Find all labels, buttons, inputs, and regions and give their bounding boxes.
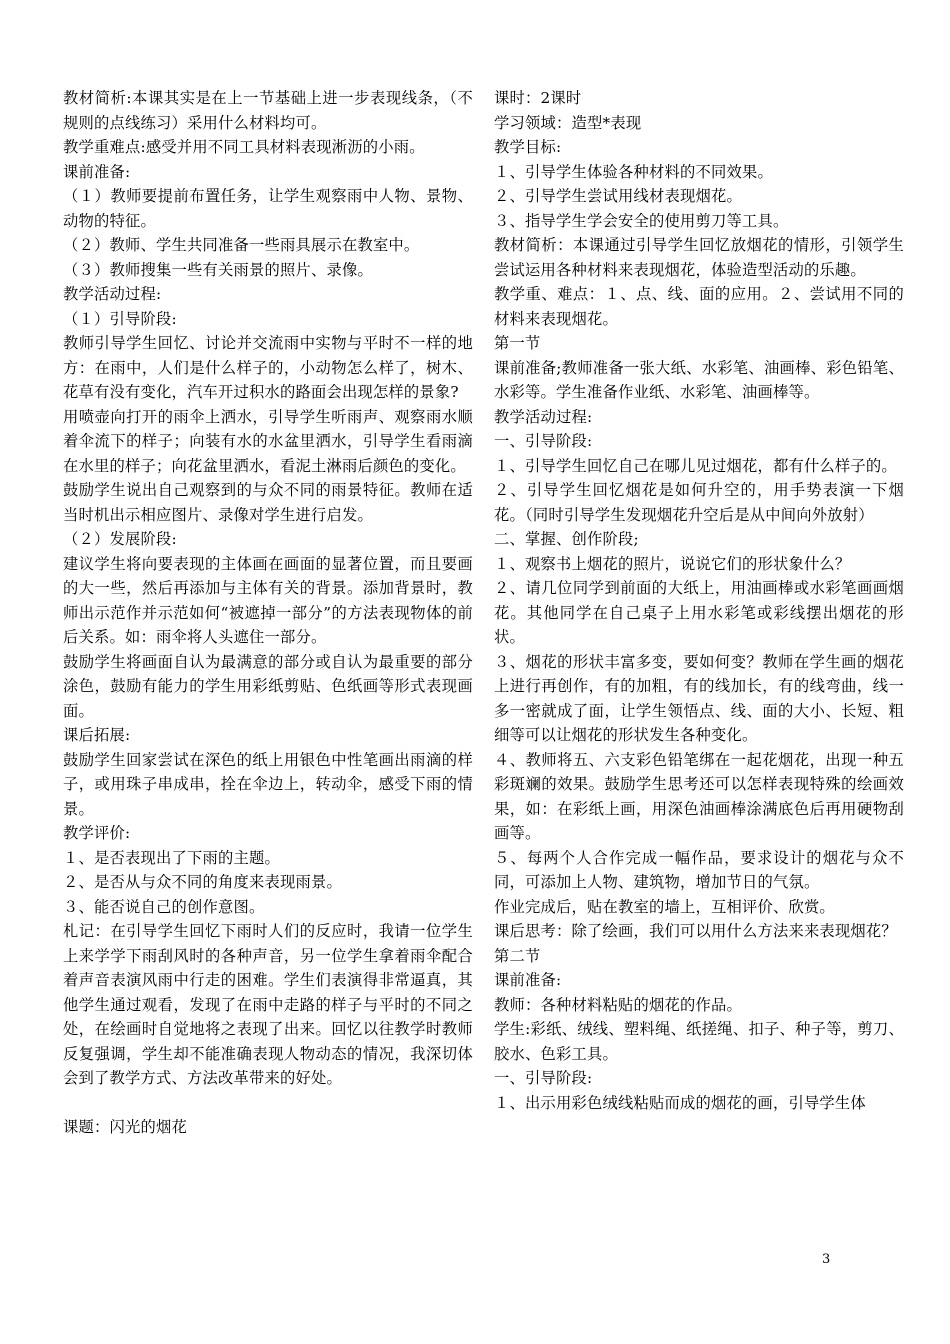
paragraph: ２、请几位同学到前面的大纸上，用油画棒或水彩笔画画烟花。其他同学在自己桌子上用水彩笔或彩线摆出烟花的形状。 bbox=[494, 579, 904, 646]
paragraph: １、是否表现出了下雨的主题。 bbox=[63, 848, 280, 867]
page-number: 3 bbox=[822, 1252, 831, 1267]
left-column bbox=[63, 86, 473, 1140]
right-column bbox=[494, 86, 904, 1115]
paragraph: 课前准备: bbox=[494, 971, 562, 989]
paragraph: 教材简析：本课通过引导学生回忆放烟花的情形，引领学生尝试运用各种材料来表现烟花，体验造型活动的乐趣。 bbox=[494, 236, 904, 279]
paragraph: １、出示用彩色绒线粘贴而成的烟花的画，引导学生体 bbox=[494, 1093, 866, 1112]
paragraph: ２、是否从与众不同的角度来表现雨景。 bbox=[63, 873, 342, 891]
paragraph: 课后拓展: bbox=[63, 726, 131, 744]
paragraph: １、引导学生体验各种材料的不同效果。 bbox=[494, 162, 773, 181]
paragraph: 课前准备: bbox=[63, 162, 131, 181]
paragraph: 鼓励学生说出自己观察到的与众不同的雨景特征。教师在适当时机出示相应图片、录像对学生进行启发。 bbox=[63, 481, 473, 524]
paragraph: 作业完成后，贴在教室的墙上，互相评价、欣赏。 bbox=[494, 897, 835, 916]
paragraph: 课题：闪光的烟花 bbox=[63, 1118, 187, 1136]
paragraph: （２）教师、学生共同准备一些雨具展示在教室中。 bbox=[63, 236, 420, 254]
paragraph: 二、掌握、创作阶段; bbox=[494, 530, 639, 548]
paragraph: １、引导学生回忆自己在哪儿见过烟花，都有什么样子的。 bbox=[494, 456, 897, 475]
paragraph: （１）引导阶段: bbox=[63, 309, 177, 328]
paragraph: 建议学生将向要表现的主体画在画面的显著位置，而且要画的大一些，然后再添加与主体有关的背景。添加背景时，教师出示范作并示范如何“被遮掉一部分”的方法表现物体的前后关系。如：雨伞将人头遮住一部分。 bbox=[63, 554, 473, 646]
paragraph: 教学活动过程: bbox=[63, 285, 162, 303]
paragraph: 一、引导阶段: bbox=[494, 432, 593, 450]
paragraph: 札记：在引导学生回忆下雨时人们的反应时，我请一位学生上来学学下雨刮风时的各种声音，另一位学生拿着雨伞配合着声音表演风雨中行走的困难。学生们表演得非常逼真，其他学生通过观看，发现了在雨中走路的样子与平时的不同之处，在绘画时自觉地将之表现了出来。回忆以往教学时教师反复强调，学生却不能准确表现人物动态的情况，我深切体会到了教学方式、方法改革带来的好处。 bbox=[63, 922, 473, 1087]
paragraph: 教学目标: bbox=[494, 138, 562, 156]
paragraph: 用喷壶向打开的雨伞上洒水，引导学生听雨声、观察雨水顺着伞流下的样子；向装有水的水盆里洒水，引导学生看雨滴在水里的样子；向花盆里洒水，看泥土淋雨后颜色的变化。 bbox=[63, 407, 473, 475]
paragraph: 教师：各种材料粘贴的烟花的作品。 bbox=[494, 995, 742, 1014]
paragraph: 第一节 bbox=[494, 334, 541, 352]
paragraph bbox=[63, 1091, 473, 1116]
paragraph: 鼓励学生将画面自认为最满意的部分或自认为最重要的部分涂色，鼓励有能力的学生用彩纸剪贴、色纸画等形式表现画面。 bbox=[63, 652, 473, 720]
paragraph: ３、能否说自己的创作意图。 bbox=[63, 897, 265, 916]
paragraph: （３）教师搜集一些有关雨景的照片、录像。 bbox=[63, 260, 373, 279]
paragraph: ４、教师将五、六支彩色铅笔绑在一起花烟花，出现一种五彩斑斓的效果。鼓励学生思考还可以怎样表现特殊的绘画效果，如：在彩纸上画，用深色油画棒涂满底色后再用硬物刮画等。 bbox=[494, 750, 904, 842]
paragraph: 课后思考：除了绘画，我们可以用什么方法来来表现烟花？ bbox=[494, 922, 897, 940]
paragraph: ２、引导学生回忆烟花是如何升空的，用手势表演一下烟花。（同时引导学生发现烟花升空后是从中间向外放射） bbox=[494, 481, 904, 524]
paragraph: 鼓励学生回家尝试在深色的纸上用银色中性笔画出雨滴的样子，或用珠子串成串，拴在伞边上，转动伞，感受下雨的情景。 bbox=[63, 750, 473, 818]
paragraph: 教材简析:本课其实是在上一节基础上进一步表现线条，（不规则的点线练习）采用什么材料均可。 bbox=[63, 89, 473, 132]
paragraph: 课时：2课时 bbox=[494, 89, 582, 107]
paragraph: 教学重、难点：１、点、线、面的应用。２、尝试用不同的材料来表现烟花。 bbox=[494, 285, 904, 328]
paragraph: 教学评价: bbox=[63, 824, 131, 842]
paragraph: ３、烟花的形状丰富多变，要如何变？教师在学生画的烟花上进行再创作，有的加粗，有的线加长，有的线弯曲，线一多一密就成了面，让学生领悟点、线、面的大小、长短、粗细等可以让烟花的形状发生各种变化。 bbox=[494, 652, 904, 744]
paragraph: （２）发展阶段: bbox=[63, 530, 177, 548]
paragraph: １、观察书上烟花的照片，说说它们的形状象什么？ bbox=[494, 554, 851, 573]
paragraph: 教学重难点:感受并用不同工具材料表现淅沥的小雨。 bbox=[63, 138, 425, 156]
paragraph: 一、引导阶段: bbox=[494, 1069, 593, 1087]
paragraph: （１）教师要提前布置任务，让学生观察雨中人物、景物、动物的特征。 bbox=[63, 187, 473, 230]
paragraph: 课前准备;教师准备一张大纸、水彩笔、油画棒、彩色铅笔、水彩等。学生准备作业纸、水彩笔、油画棒等。 bbox=[494, 358, 904, 401]
paragraph: 学习领域：造型*表现 bbox=[494, 113, 642, 132]
paragraph: ５、每两个人合作完成一幅作品，要求设计的烟花与众不同，可添加上人物、建筑物，增加节日的气氛。 bbox=[494, 848, 904, 891]
paragraph: ３、指导学生学会安全的使用剪刀等工具。 bbox=[494, 211, 789, 230]
paragraph: 学生:彩纸、绒线、塑料绳、纸搓绳、扣子、种子等，剪刀、胶水、色彩工具。 bbox=[494, 1020, 904, 1063]
paragraph: 第二节 bbox=[494, 946, 541, 965]
paragraph: 教师引导学生回忆、讨论并交流雨中实物与平时不一样的地方：在雨中，人们是什么样子的，小动物怎么样了，树木、花草有没有变化，汽车开过积水的路面会出现怎样的景象? bbox=[63, 334, 473, 401]
paragraph: 教学活动过程: bbox=[494, 407, 593, 426]
paragraph: ２、引导学生尝试用线材表现烟花。 bbox=[494, 187, 742, 205]
